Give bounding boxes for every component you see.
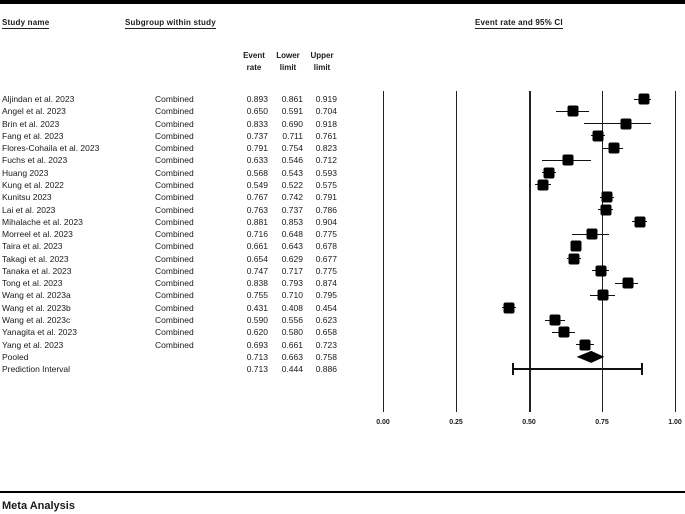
subgroup: Combined — [155, 278, 194, 289]
event-rate: 0.590 — [246, 315, 268, 326]
study-name: Taira et al. 2023 — [2, 241, 63, 252]
upper-limit: 0.886 — [315, 364, 337, 375]
upper-limit: 0.704 — [315, 106, 337, 117]
subgroup: Combined — [155, 253, 194, 264]
bottom-border — [0, 491, 685, 493]
event-rate: 0.838 — [246, 278, 268, 289]
subgroup: Combined — [155, 143, 194, 154]
study-name: Flores-Cohaila et al. 2023 — [2, 143, 100, 154]
lower-limit: 0.543 — [281, 167, 303, 178]
study-name: Fang et al. 2023 — [2, 130, 64, 141]
event-rate: 0.833 — [246, 118, 268, 129]
lower-limit: 0.690 — [281, 118, 303, 129]
upper-limit: 0.723 — [315, 339, 337, 350]
subgroup: Combined — [155, 118, 194, 129]
subgroup: Combined — [155, 167, 194, 178]
event-rate: 0.654 — [246, 253, 268, 264]
study-name: Fuchs et al. 2023 — [2, 155, 68, 166]
upper-limit: 0.775 — [315, 265, 337, 276]
subgroup: Combined — [155, 204, 194, 215]
study-name: Wang et al. 2023b — [2, 302, 71, 313]
upper-limit: 0.904 — [315, 216, 337, 227]
lower-limit: 0.580 — [281, 327, 303, 338]
lower-limit: 0.754 — [281, 143, 303, 154]
study-name: Mihalache et al. 2023 — [2, 216, 83, 227]
upper-limit: 0.918 — [315, 118, 337, 129]
study-name: Yang et al. 2023 — [2, 339, 64, 350]
lower-limit: 0.408 — [281, 302, 303, 313]
header-event-rate-line2: rate — [246, 63, 262, 72]
header-study-name: Study name — [2, 18, 50, 27]
study-name: Pooled — [2, 351, 29, 362]
tick-label: 0.50 — [522, 419, 536, 426]
event-rate: 0.620 — [246, 327, 268, 338]
header-upper-limit-line2: limit — [313, 63, 331, 72]
study-name: Tanaka et al. 2023 — [2, 265, 72, 276]
event-rate: 0.881 — [246, 216, 268, 227]
event-rate: 0.755 — [246, 290, 268, 301]
upper-limit: 0.623 — [315, 315, 337, 326]
event-rate: 0.633 — [246, 155, 268, 166]
event-rate: 0.568 — [246, 167, 268, 178]
event-rate: 0.713 — [246, 351, 268, 362]
upper-limit: 0.795 — [315, 290, 337, 301]
subgroup: Combined — [155, 339, 194, 350]
subgroup: Combined — [155, 241, 194, 252]
tick-label: 0.75 — [595, 419, 609, 426]
lower-limit: 0.717 — [281, 265, 303, 276]
event-rate: 0.549 — [246, 179, 268, 190]
upper-limit: 0.712 — [315, 155, 337, 166]
lower-limit: 0.546 — [281, 155, 303, 166]
event-rate: 0.716 — [246, 229, 268, 240]
subgroup: Combined — [155, 155, 194, 166]
event-rate: 0.693 — [246, 339, 268, 350]
lower-limit: 0.661 — [281, 339, 303, 350]
subgroup: Combined — [155, 315, 194, 326]
tick-label: 1.00 — [668, 419, 682, 426]
upper-limit: 0.758 — [315, 351, 337, 362]
study-name: Huang 2023 — [2, 167, 49, 178]
subgroup: Combined — [155, 229, 194, 240]
lower-limit: 0.710 — [281, 290, 303, 301]
header-event-rate-line1: Event — [243, 51, 265, 60]
upper-limit: 0.786 — [315, 204, 337, 215]
subgroup: Combined — [155, 179, 194, 190]
prediction-interval-cap — [641, 363, 643, 375]
subgroup: Combined — [155, 130, 194, 141]
event-rate: 0.767 — [246, 192, 268, 203]
subgroup: Combined — [155, 192, 194, 203]
lower-limit: 0.556 — [281, 315, 303, 326]
upper-limit: 0.791 — [315, 192, 337, 203]
lower-limit: 0.742 — [281, 192, 303, 203]
lower-limit: 0.648 — [281, 229, 303, 240]
study-name: Lai et al. 2023 — [2, 204, 56, 215]
lower-limit: 0.737 — [281, 204, 303, 215]
event-rate: 0.661 — [246, 241, 268, 252]
lower-limit: 0.853 — [281, 216, 303, 227]
subgroup: Combined — [155, 216, 194, 227]
study-name: Kunitsu 2023 — [2, 192, 52, 203]
tick-label: 0.25 — [449, 419, 463, 426]
lower-limit: 0.711 — [282, 130, 303, 141]
header-lower-limit-line2: limit — [279, 63, 297, 72]
lower-limit: 0.444 — [281, 364, 303, 375]
upper-limit: 0.775 — [315, 229, 337, 240]
upper-limit: 0.575 — [315, 179, 337, 190]
header-plot-title: Event rate and 95% CI — [475, 18, 563, 27]
event-rate: 0.893 — [246, 94, 268, 104]
event-rate: 0.763 — [246, 204, 268, 215]
study-name: Wang et al. 2023c — [2, 315, 71, 326]
header-subgroup: Subgroup within study — [125, 18, 216, 27]
event-rate: 0.431 — [246, 302, 268, 313]
subgroup: Combined — [155, 265, 194, 276]
lower-limit: 0.861 — [281, 94, 303, 104]
upper-limit: 0.919 — [315, 94, 337, 104]
upper-limit: 0.677 — [315, 253, 337, 264]
subgroup: Combined — [155, 290, 194, 301]
event-rate: 0.737 — [246, 130, 268, 141]
study-name: Aljindan et al. 2023 — [2, 94, 75, 104]
prediction-interval-cap — [512, 363, 514, 375]
header-upper-limit-line1: Upper — [310, 51, 334, 60]
study-name: Yanagita et al. 2023 — [2, 327, 77, 338]
footer-title: Meta Analysis — [2, 500, 75, 512]
lower-limit: 0.522 — [281, 179, 303, 190]
lower-limit: 0.793 — [281, 278, 303, 289]
upper-limit: 0.658 — [315, 327, 337, 338]
lower-limit: 0.663 — [281, 351, 303, 362]
study-name: Kung et al. 2022 — [2, 179, 64, 190]
header-lower-limit-line1: Lower — [276, 51, 300, 60]
upper-limit: 0.678 — [315, 241, 337, 252]
upper-limit: 0.454 — [315, 302, 337, 313]
study-name: Wang et al. 2023a — [2, 290, 71, 301]
subgroup: Combined — [155, 327, 194, 338]
event-rate: 0.791 — [246, 143, 268, 154]
study-name: Tong et al. 2023 — [2, 278, 63, 289]
event-rate: 0.747 — [246, 265, 268, 276]
upper-limit: 0.823 — [315, 143, 337, 154]
lower-limit: 0.643 — [281, 241, 303, 252]
study-name: Prediction Interval — [2, 364, 71, 375]
upper-limit: 0.593 — [315, 167, 337, 178]
study-name: Morreel et al. 2023 — [2, 229, 73, 240]
subgroup: Combined — [155, 94, 194, 104]
subgroup: Combined — [155, 302, 194, 313]
tick-label: 0.00 — [376, 419, 390, 426]
lower-limit: 0.629 — [281, 253, 303, 264]
upper-limit: 0.761 — [315, 130, 337, 141]
upper-limit: 0.874 — [315, 278, 337, 289]
event-rate: 0.650 — [246, 106, 268, 117]
study-name: Angel et al. 2023 — [2, 106, 66, 117]
prediction-interval-bar — [513, 368, 642, 370]
event-rate: 0.713 — [246, 364, 268, 375]
lower-limit: 0.591 — [281, 106, 303, 117]
subgroup: Combined — [155, 106, 194, 117]
study-name: Takagi et al. 2023 — [2, 253, 69, 264]
study-name: Brin et al. 2023 — [2, 118, 60, 129]
